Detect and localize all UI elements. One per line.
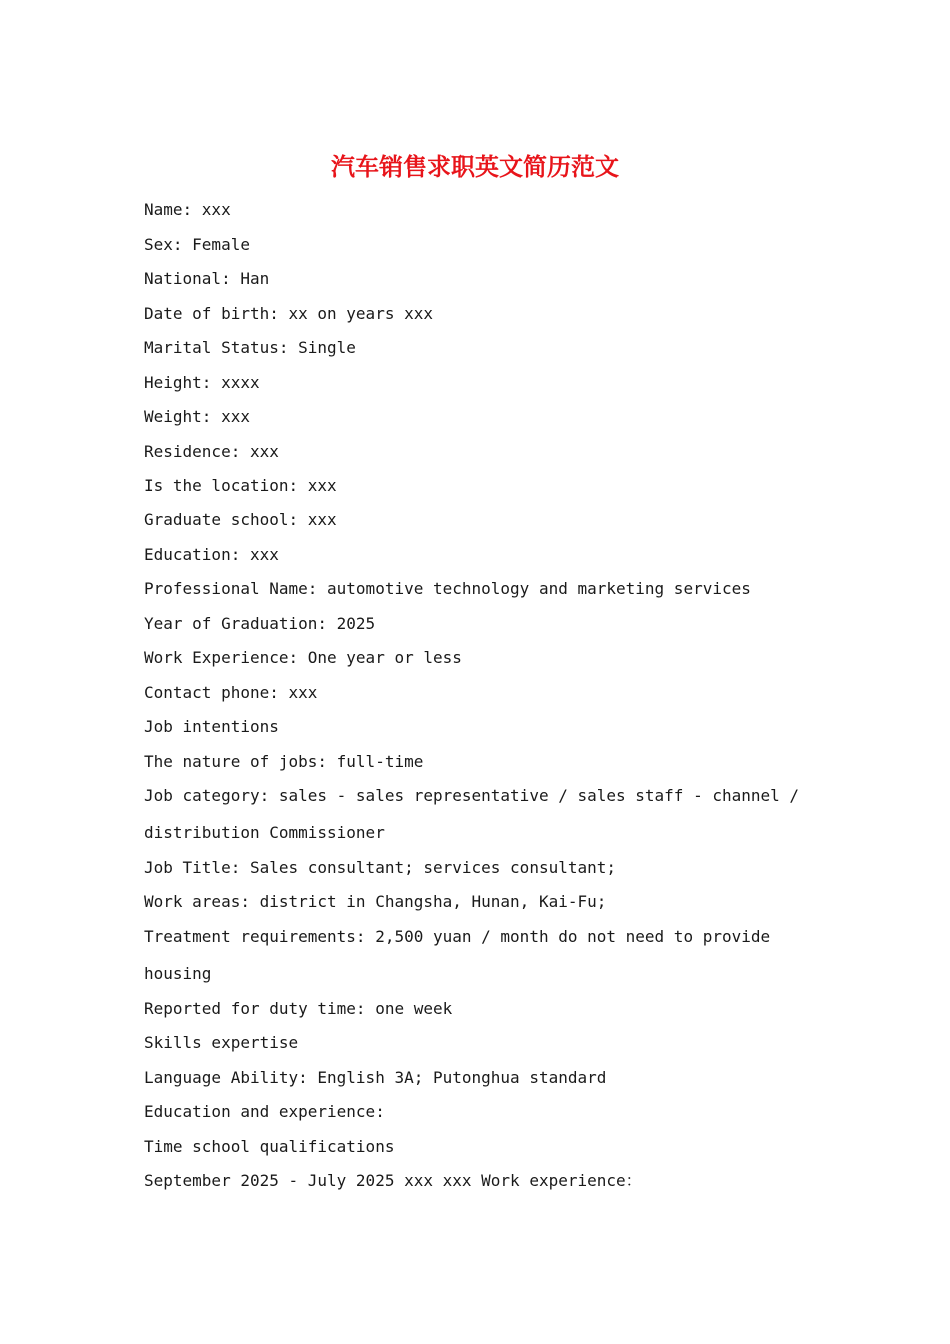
document-title: 汽车销售求职英文简历范文 [331, 152, 619, 181]
field-sex: Sex: Female [144, 235, 250, 254]
field-national: National: Han [144, 269, 270, 288]
field-work-areas: Work areas: district in Changsha, Hunan, Kai-Fu; [144, 892, 607, 911]
field-name: Name: xxx [144, 200, 231, 219]
field-job-category: Job category: sales - sales representative / sales staff - channel / [144, 786, 800, 805]
field-education-period: September 2025 - July 2025 xxx xxx Work experience： [144, 1171, 642, 1190]
section-skills-expertise: Skills expertise [144, 1033, 299, 1052]
field-treatment-requirements: Treatment requirements: 2,500 yuan / month do not need to provide [144, 927, 771, 946]
field-height: Height: xxxx [144, 373, 260, 392]
field-job-title: Job Title: Sales consultant; services consultant; [144, 858, 617, 877]
field-treatment-requirements-continued: housing [144, 964, 212, 983]
field-contact-phone: Contact phone: xxx [144, 683, 318, 702]
field-weight: Weight: xxx [144, 407, 250, 426]
field-time-school-qualifications: Time school qualifications [144, 1137, 395, 1156]
section-education-experience: Education and experience: [144, 1102, 385, 1121]
field-location: Is the location: xxx [144, 476, 337, 495]
field-year-of-graduation: Year of Graduation: 2025 [144, 614, 376, 633]
field-graduate-school: Graduate school: xxx [144, 510, 337, 529]
field-residence: Residence: xxx [144, 442, 279, 461]
field-marital-status: Marital Status: Single [144, 338, 356, 357]
field-work-experience: Work Experience: One year or less [144, 648, 462, 667]
field-professional-name: Professional Name: automotive technology and marketing services [144, 579, 751, 598]
field-reported-for-duty: Reported for duty time: one week [144, 999, 453, 1018]
field-date-of-birth: Date of birth: xx on years xxx [144, 304, 433, 323]
field-job-nature: The nature of jobs: full-time [144, 752, 424, 771]
field-education: Education: xxx [144, 545, 279, 564]
field-job-category-continued: distribution Commissioner [144, 823, 385, 842]
section-job-intentions: Job intentions [144, 717, 279, 736]
field-language-ability: Language Ability: English 3A; Putonghua standard [144, 1068, 607, 1087]
